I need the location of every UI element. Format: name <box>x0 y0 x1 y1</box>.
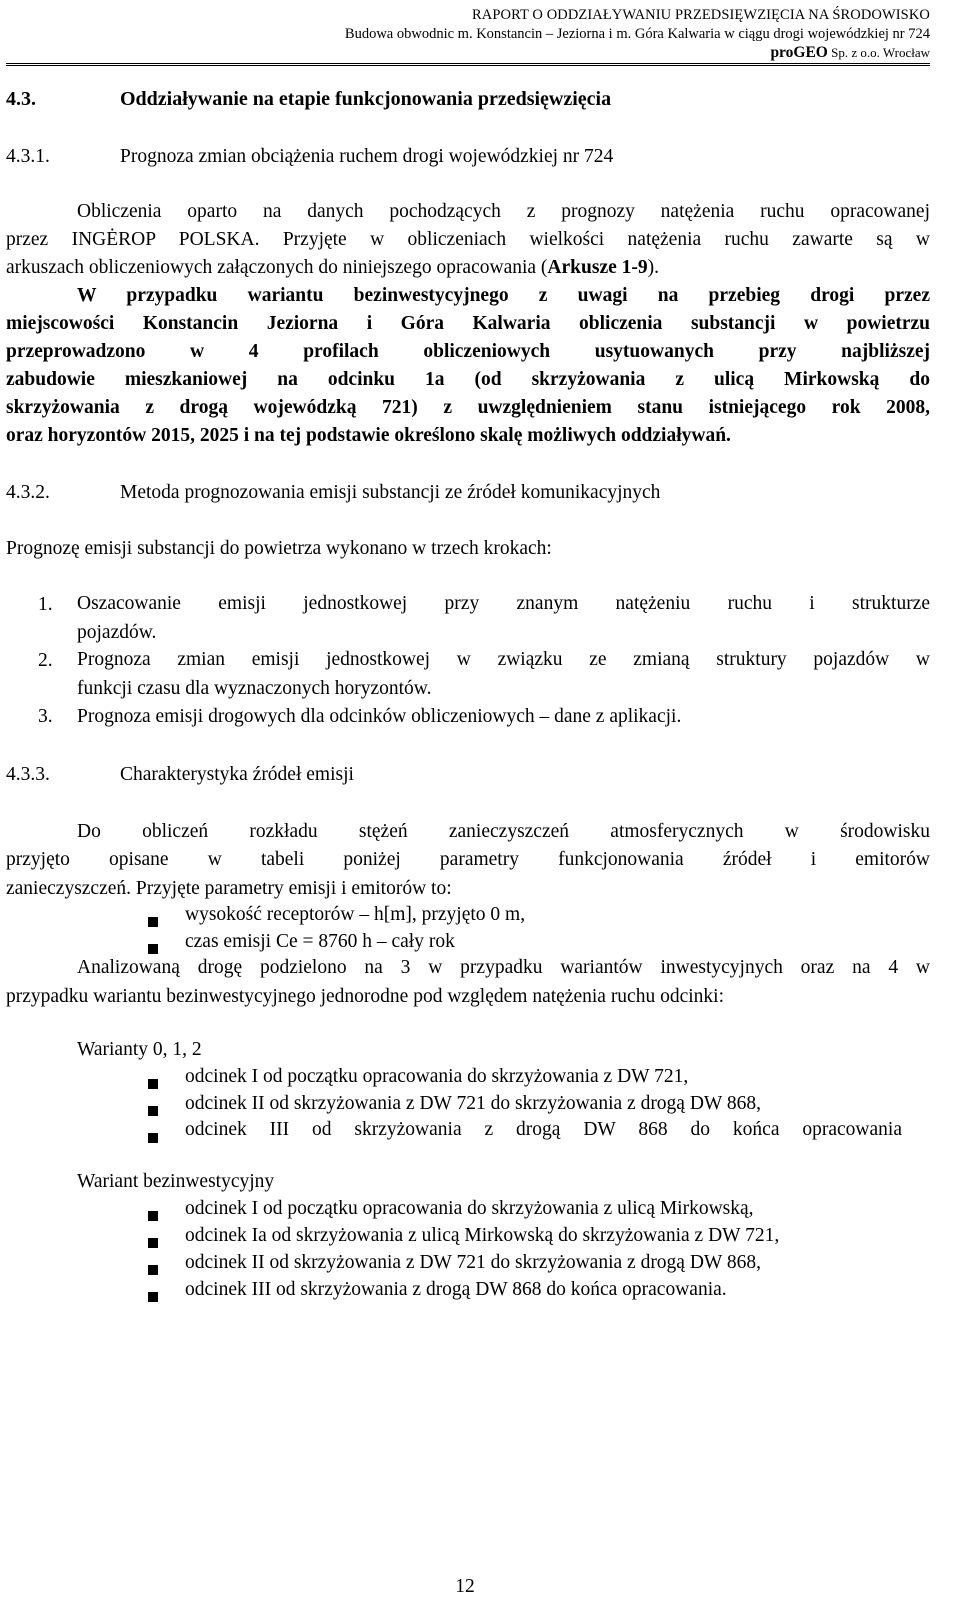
bullet-square <box>148 1259 158 1281</box>
bullet-square <box>148 911 158 933</box>
step-number: 2. <box>38 650 53 671</box>
segment-item: odcinek Ia od skrzyżowania z ulicą Mirkowską do skrzyżowania z DW 721, <box>185 1225 780 1246</box>
steps-intro: Prognozę emisji substancji do powietrza wykonano w trzech krokach: <box>6 538 552 559</box>
bullet-square <box>148 1073 158 1095</box>
step-text-cont: pojazdów. <box>77 622 157 643</box>
company-name: proGEO <box>770 44 828 61</box>
para3-line: zanieczyszczeń. Przyjęte parametry emisji i emitorów to: <box>6 878 452 899</box>
para4-line: przypadku wariantu bezinwestycyjnego jednorodne pod względem natężenia ruchu odcinki: <box>6 986 724 1007</box>
para2-line: oraz horyzontów 2015, 2025 i na tej podstawie określono skalę możliwych oddziaływań. <box>6 425 731 446</box>
step-text: Oszacowanie emisji jednostkowej przy znanym natężeniu ruchu i strukturze <box>77 593 930 614</box>
header-rule <box>6 63 930 66</box>
bullet-square <box>148 1286 158 1308</box>
step-number: 1. <box>38 594 53 615</box>
subsection-number-3: 4.3.3. <box>6 764 50 785</box>
segment-item: odcinek III od skrzyżowania z drogą DW 868 do końca opracowania <box>185 1119 902 1140</box>
para1-line: Obliczenia oparto na danych pochodzących z prognozy natężenia ruchu opracowanej <box>77 201 930 222</box>
step-text: Prognoza zmian emisji jednostkowej w związku ze zmianą struktury pojazdów w <box>77 649 930 670</box>
para1-line: arkuszach obliczeniowych załączonych do niniejszego opracowania (Arkusze 1-9). <box>6 257 659 278</box>
page-number: 12 <box>455 1576 475 1597</box>
para1-line: przez INGĖROP POLSKA. Przyjęte w obliczeniach wielkości natężenia ruchu zawarte są w <box>6 229 930 250</box>
report-header-company <box>770 43 930 62</box>
bullet-square <box>148 1205 158 1227</box>
noinv-title: Wariant bezinwestycyjny <box>77 1171 275 1192</box>
segment-item: odcinek II od skrzyżowania z DW 721 do skrzyżowania z drogą DW 868, <box>185 1252 761 1273</box>
step-text: Prognoza emisji drogowych dla odcinków obliczeniowych – dane z aplikacji. <box>77 706 682 727</box>
annex-ref: Arkusze 1-9 <box>547 257 648 278</box>
segment-item: odcinek I od początku opracowania do skrzyżowania z DW 721, <box>185 1066 689 1087</box>
variants-title: Warianty 0, 1, 2 <box>77 1039 202 1060</box>
para2-line: zabudowie mieszkaniowej na odcinku 1a (od skrzyżowania z ulicą Mirkowską do <box>6 369 930 390</box>
bullet-square <box>148 1100 158 1122</box>
subsection-title-3: Charakterystyka źródeł emisji <box>120 764 354 785</box>
step-number: 3. <box>38 706 53 727</box>
subsection-number-1: 4.3.1. <box>6 146 50 167</box>
para2-line: skrzyżowania z drogą wojewódzką 721) z uwzględnieniem stanu istniejącego rok 2008, <box>6 397 930 418</box>
subsection-number-2: 4.3.2. <box>6 482 50 503</box>
report-header-title: RAPORT O ODDZIAŁYWANIU PRZEDSIĘWZIĘCIA NA ŚRODOWISKO <box>472 7 930 23</box>
company-suffix: Sp. z o.o. Wrocław <box>831 45 930 60</box>
bullet-square <box>148 1127 158 1149</box>
para2-line: miejscowości Konstancin Jeziorna i Góra Kalwaria obliczenia substancji w powietrzu <box>6 313 930 334</box>
segment-item: odcinek II od skrzyżowania z DW 721 do skrzyżowania z drogą DW 868, <box>185 1093 761 1114</box>
step-text-cont: funkcji czasu dla wyznaczonych horyzontów. <box>77 678 432 699</box>
para3-line: Do obliczeń rozkładu stężeń zanieczyszczeń atmosferycznych w środowisku <box>77 821 930 842</box>
para4-line: Analizowaną drogę podzielono na 3 w przypadku wariantów inwestycyjnych oraz na 4 w <box>77 957 930 978</box>
bullet-square <box>148 1232 158 1254</box>
param-item: wysokość receptorów – h[m], przyjęto 0 m, <box>185 904 526 925</box>
segment-item: odcinek I od początku opracowania do skrzyżowania z ulicą Mirkowską, <box>185 1198 754 1219</box>
para2-line: przeprowadzono w 4 profilach obliczeniowych usytuowanych przy najbliższej <box>6 341 930 362</box>
subsection-title-1: Prognoza zmian obciążenia ruchem drogi wojewódzkiej nr 724 <box>120 146 614 167</box>
segment-item: odcinek III od skrzyżowania z drogą DW 868 do końca opracowania. <box>185 1279 727 1300</box>
section-title: Oddziaływanie na etapie funkcjonowania przedsięwzięcia <box>120 88 612 110</box>
subsection-title-2: Metoda prognozowania emisji substancji ze źródeł komunikacyjnych <box>120 482 661 503</box>
para2-line: W przypadku wariantu bezinwestycyjnego z uwagi na przebieg drogi przez <box>77 285 930 306</box>
para3-line: przyjęto opisane w tabeli poniżej parametry funkcjonowania źródeł i emitorów <box>6 849 930 870</box>
param-item: czas emisji Ce = 8760 h – cały rok <box>185 931 455 952</box>
report-header-subtitle: Budowa obwodnic m. Konstancin – Jeziorna i m. Góra Kalwaria w ciągu drogi wojewódzkiej nr 724 <box>344 26 930 42</box>
section-number: 4.3. <box>6 88 36 110</box>
